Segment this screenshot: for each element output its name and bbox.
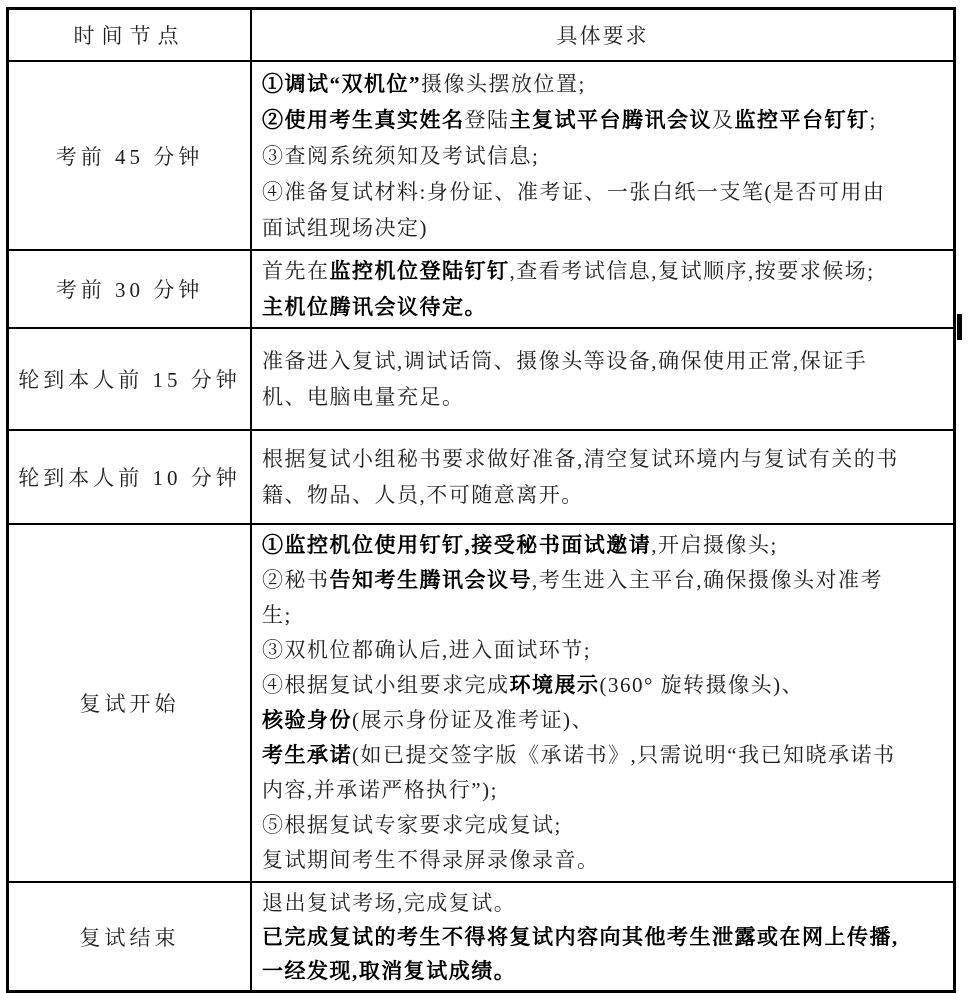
bold-text-segment: 已完成复试的考生不得将复试内容向其他考生泄露或在网上传播, [262, 924, 899, 949]
requirement-line [262, 843, 945, 878]
bold-text-segment: ①监控机位使用钉钉,接受秘书面试邀请 [262, 533, 652, 557]
bold-text-segment: 核验身份 [262, 708, 352, 732]
requirement-line [262, 563, 945, 598]
text-segment: 摄像头摆放位置; [421, 71, 586, 96]
requirement-line [262, 343, 945, 379]
bold-text-segment: ①调试“双机位” [262, 71, 421, 96]
table-row [8, 524, 955, 882]
text-segment: 籍、物品、人员,不可随意离开。 [262, 483, 584, 507]
bold-text-segment: 告知考生腾讯会议号 [329, 568, 532, 592]
requirement-line [262, 66, 945, 102]
requirement-line [262, 668, 945, 703]
text-segment: ; [869, 107, 877, 132]
schedule-table [6, 7, 956, 993]
text-segment: (展示身份证及准考证)、 [352, 708, 594, 732]
bold-text-segment: 监控机位登陆钉钉 [329, 259, 510, 283]
text-cursor [957, 314, 962, 340]
header-time-node: 时间节点 [8, 9, 252, 62]
time-cell: 复试开始 [8, 524, 252, 882]
table-row [8, 328, 955, 430]
requirements-cell [251, 430, 955, 524]
requirement-line [262, 920, 945, 954]
time-cell: 考前 30 分钟 [8, 250, 252, 328]
requirement-line [262, 886, 945, 920]
requirement-line [262, 441, 945, 477]
text-segment: ③双机位都确认后,进入面试环节; [262, 638, 592, 662]
text-segment: 准备进入复试,调试话筒、摄像头等设备,确保使用正常,保证手 [262, 349, 868, 373]
requirement-line [262, 210, 945, 246]
text-segment: ②秘书 [262, 568, 330, 592]
requirement-line [262, 528, 945, 563]
time-cell: 轮到本人前 10 分钟 [8, 430, 252, 524]
text-segment: 登陆 [464, 107, 510, 132]
time-cell: 考前 45 分钟 [8, 61, 252, 250]
header-row [8, 9, 955, 62]
text-segment: (360° 旋转摄像头)、 [599, 673, 805, 697]
text-segment: 退出复试考场,完成复试。 [262, 890, 517, 915]
requirements-cell [251, 328, 955, 430]
table-row [8, 882, 955, 992]
requirement-line [262, 633, 945, 668]
requirement-line [262, 174, 945, 210]
bold-text-segment: 主复试平台腾讯会议 [509, 107, 712, 132]
bold-text-segment: 考生承诺 [262, 743, 352, 767]
text-segment: 及 [712, 107, 735, 132]
requirement-line [262, 808, 945, 843]
bold-text-segment: 环境展示 [509, 673, 600, 697]
header-requirements: 具体要求 [251, 9, 955, 62]
text-segment: ③查阅系统须知及考试信息; [262, 143, 540, 168]
bold-text-segment: ②使用考生真实姓名 [262, 107, 465, 132]
text-segment: ④根据复试小组要求完成 [262, 673, 510, 697]
table-row [8, 430, 955, 524]
requirement-line [262, 954, 945, 988]
requirement-line [262, 773, 945, 808]
text-segment: 机、电脑电量充足。 [262, 385, 465, 409]
requirements-cell [251, 250, 955, 328]
text-segment: ⑤根据复试专家要求完成复试; [262, 813, 562, 837]
table-row [8, 61, 955, 250]
text-segment: ,开启摄像头; [651, 533, 778, 557]
time-cell: 轮到本人前 15 分钟 [8, 328, 252, 430]
text-segment: ④准备复试材料:身份证、准考证、一张白纸一支笔(是否可用由 [262, 179, 886, 204]
requirement-line [262, 289, 945, 325]
requirement-line [262, 703, 945, 738]
text-segment: 首先在 [262, 259, 330, 283]
text-segment: 内容,并承诺严格执行”); [262, 778, 498, 802]
bold-text-segment: 一经发现,取消复试成绩。 [262, 958, 517, 983]
requirements-cell [251, 61, 955, 250]
time-cell: 复试结束 [8, 882, 252, 992]
requirement-line [262, 102, 945, 138]
text-segment: (如已提交签字版《承诺书》,只需说明“我已知晓承诺书 [352, 743, 896, 767]
requirement-line [262, 738, 945, 773]
requirement-line [262, 253, 945, 289]
bold-text-segment: 监控平台钉钉 [734, 107, 870, 132]
bold-text-segment: 主机位腾讯会议待定。 [262, 295, 487, 319]
table-body [8, 61, 955, 992]
text-segment: 复试期间考生不得录屏录像录音。 [262, 848, 600, 872]
text-segment: ,考生进入主平台,确保摄像头对准考 [532, 568, 883, 592]
requirements-cell [251, 882, 955, 992]
requirement-line [262, 138, 945, 174]
text-segment: 面试组现场决定) [262, 215, 428, 240]
requirements-cell [251, 524, 955, 882]
text-segment: ,查看考试信息,复试顺序,按要求候场; [509, 259, 875, 283]
text-segment: 根据复试小组秘书要求做好准备,清空复试环境内与复试有关的书 [262, 447, 899, 471]
requirement-line [262, 477, 945, 513]
requirement-line [262, 379, 945, 415]
requirement-line [262, 598, 945, 633]
text-segment: 生; [262, 603, 292, 627]
table-row [8, 250, 955, 328]
